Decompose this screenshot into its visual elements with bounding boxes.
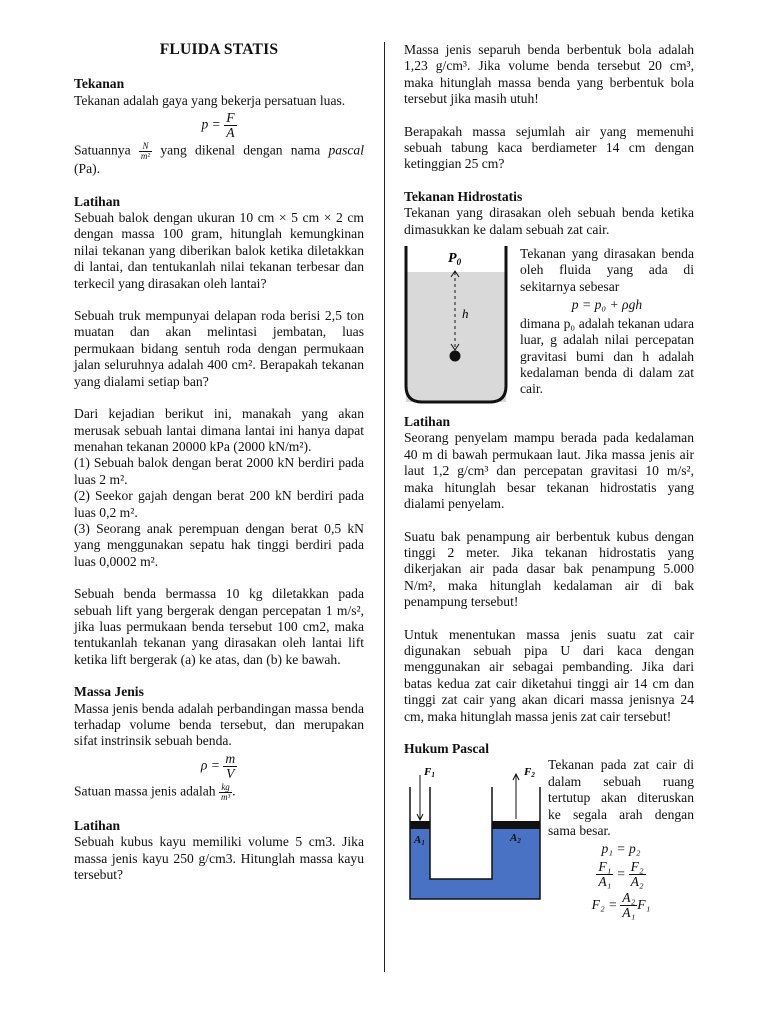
exercise-pipa-u: Untuk menentukan massa jenis suatu zat cair digunakan sebuah pipa U dari kaca dengan menggunakan air sebagai pembanding. Jika dari batas kedua zat cair diketahui tinggi air 14 cm dan tinggi zat cair yang akan dicari massa jenisnya 24 cm, maka hitunglah massa jenis zat cair tersebut! — [404, 626, 694, 724]
hidrostatis-explanation — [520, 246, 694, 398]
eq3-num: A₂ — [622, 889, 636, 905]
water-fill — [406, 272, 506, 402]
h-label: h — [462, 306, 469, 322]
exercise-lift: Sebuah benda bermassa 10 kg diletakkan pada sebuah lift yang bergerak dengan percepatan 1 m/s², jika luas permukaan benda tersebut 100 cm2, maka tentukanlah tekanan yang dirasakan oleh lantai lift ketika lift bergerak (a) ke atas, dan (b) ke bawah. — [74, 586, 364, 667]
unit-fraction — [139, 142, 152, 161]
unit-post: yang dikenal dengan nama — [160, 142, 321, 158]
eq3-lhs: F₂ = — [591, 897, 618, 913]
exercise-penyelam: Seorang penyelam mampu berada pada kedalaman 40 m di bawah permukaan laut. Jika massa jenis air laut 1,2 g/cm³ dan percepatan gravitasi 10 m/s², maka hitunglah besar tekanan hidrostatis yang dialami penyelam. — [404, 430, 694, 512]
f1-label: F1 — [424, 766, 435, 780]
eq2-den-1: A₁ — [598, 873, 612, 889]
pascal-eq-1: p₁ = p₂ — [601, 841, 641, 857]
eq3-den: A₁ — [622, 904, 636, 920]
a1-label: A1 — [414, 834, 425, 848]
pascal-eq-2: $\frac{\text{F₁}}{\text{A₁}}$ = $\frac{\text{F₂}}{\text{A₂}}$ — [598, 858, 644, 889]
hidrostatis-heading: Tekanan Hidrostatis — [404, 188, 523, 204]
exercise-lantai-option-1: (1) Sebuah balok dengan berat 2000 kN berdiri pada luas 2 m². — [74, 455, 364, 487]
hydraulic-inner-wall — [430, 787, 492, 879]
formula-rho-denominator: V — [226, 765, 235, 781]
piston-2 — [492, 821, 540, 829]
a2-label: A2 — [510, 832, 521, 846]
exercise-balok: Sebuah balok dengan ukuran 10 cm × 5 cm × 2 cm dengan massa 100 gram, hitunglah kemungkinan nilai tekanan yang diberikan balok ketika diletakkan di lantai, dan tentukanlah nilai tekanan terbesar dan terkecil yang dirasakan oleh lantai? — [74, 210, 364, 291]
eq3-frac — [620, 891, 637, 920]
formula-p-denominator: A — [226, 125, 235, 141]
p0-label: $P_0$ — [448, 251, 462, 268]
eq2-frac-left — [596, 860, 613, 889]
hidrostatis-definition: Tekanan yang dirasakan oleh sebuah benda ketika dimasukkan ke dalam sebuah zat cair. — [404, 205, 694, 237]
piston-1 — [410, 821, 430, 829]
hidrostatis-formula: p = p₀ + ρgh — [571, 297, 643, 313]
unit-pa: (Pa). — [74, 161, 101, 177]
right-column — [404, 42, 694, 920]
pascal-figure-row — [404, 757, 694, 920]
pascal-eq-3 — [548, 891, 694, 920]
tekanan-heading: Tekanan — [74, 76, 125, 92]
latihan-heading-1: Latihan — [74, 193, 121, 209]
pascal-text: Tekanan pada zat cair di dalam sebuah ruang tertutup akan diteruskan ke segala arah dengan sama besar. — [548, 757, 694, 838]
unit-denominator: m² — [140, 151, 151, 162]
object-dot — [450, 351, 461, 362]
pascal-explanation — [548, 757, 694, 919]
exercise-lantai-intro: Dari kejadian berikut ini, manakah yang akan merusak sebuah lantai dimana lantai ini hanya dapat menahan tekanan 20000 kPa (2000 kN/m²). — [74, 406, 364, 454]
formula-p-fraction — [224, 111, 236, 140]
exercise-kubus-kayu: Sebuah kubus kayu memiliki volume 5 cm3. Jika massa jenis kayu 250 g/cm3. Hitunglah massa kayu tersebut? — [74, 834, 364, 883]
column-divider — [384, 42, 385, 972]
exercise-bak-penampung: Suatu bak penampung air berbentuk kubus dengan tinggi 2 meter. Jika tekanan hidrostatis yang dikerjakan air pada dasar bak penampung 5.000 N/m², maka hitunglah kedalaman air di bak penampung tersebut! — [404, 528, 694, 610]
massa-jenis-heading: Massa Jenis — [74, 684, 144, 700]
exercise-tabung: Berapakah massa sejumlah air yang memenuhi sebuah tabung kaca berdiameter 14 cm dengan ketinggian 25 cm? — [404, 123, 694, 172]
latihan-heading-3: Latihan — [404, 414, 451, 430]
density-unit-pre: Satuan massa jenis adalah — [74, 783, 216, 799]
container-diagram — [404, 246, 512, 406]
formula-p-numerator: F — [226, 110, 235, 126]
hidrostatis-text-1: Tekanan yang dirasakan benda oleh fluida yang ada di sekitarnya sebesar — [520, 246, 694, 294]
pressure-unit-text — [74, 142, 364, 177]
formula-rho-lhs: ρ = — [200, 757, 220, 773]
exercise-bola: Massa jenis separuh benda berbentuk bola adalah 1,23 g/cm³. Jika volume benda tersebut 20 cm³, maka hitunglah massa benda yang berbentuk bola tersebut jika masih utuh! — [404, 42, 694, 107]
left-column — [74, 42, 364, 883]
eq2-num-2: F₂ — [630, 858, 644, 874]
f2-label: F2 — [524, 766, 535, 780]
unit-name: pascal — [328, 142, 364, 158]
density-unit-post: . — [232, 783, 236, 799]
density-unit-fraction — [219, 783, 232, 802]
formula-p-lhs: p = — [201, 116, 221, 132]
eq3-rhs: F₁ — [637, 897, 651, 913]
hidrostatis-text-2: dimana p₀ adalah tekanan udara luar, g adalah nilai percepatan gravitasi bumi dan h adalah kedalaman benda di dalam zat cair. — [520, 315, 694, 397]
formula-rho-fraction — [223, 752, 237, 781]
hidrostatis-figure-row — [404, 246, 694, 406]
density-formula — [74, 752, 364, 781]
unit-pre: Satuannya — [74, 142, 131, 158]
density-unit-numerator: kg — [219, 783, 232, 793]
density-unit-denominator: m³ — [220, 791, 231, 802]
hydraulic-press-diagram — [404, 757, 544, 907]
eq2-frac-right — [629, 860, 646, 889]
pressure-formula — [74, 111, 364, 140]
massa-jenis-definition: Massa jenis benda adalah perbandingan massa benda terhadap volume benda tersebut, dan merupakan sifat instrinsik sebuah benda. — [74, 700, 364, 749]
density-unit-text — [74, 783, 364, 802]
page-title: FLUIDA STATIS — [159, 41, 279, 58]
pascal-heading: Hukum Pascal — [404, 740, 489, 756]
formula-rho-numerator: m — [225, 750, 236, 766]
tekanan-definition: Tekanan adalah gaya yang bekerja persatuan luas. — [74, 92, 346, 108]
exercise-lantai-option-3: (3) Seorang anak perempuan dengan berat 0,5 kN yang menggunakan sepatu hak tinggi berdiri pada luas 0,0002 m². — [74, 520, 364, 569]
eq2-num-1: F₁ — [598, 858, 612, 874]
latihan-heading-2: Latihan — [74, 817, 121, 833]
eq2-den-2: A₂ — [630, 873, 644, 889]
exercise-lantai-option-2: (2) Seekor gajah dengan berat 200 kN berdiri pada luas 0,2 m². — [74, 488, 364, 520]
unit-numerator: N — [139, 142, 152, 152]
exercise-truk: Sebuah truk mempunyai delapan roda berisi 2,5 ton muatan dan akan melintasi jembatan, luas permukaan bidang sentuh roda dengan permukaan jalan seluruhnya adalah 400 cm². Berapakah tekanan yang dialami setiap ban? — [74, 308, 364, 389]
